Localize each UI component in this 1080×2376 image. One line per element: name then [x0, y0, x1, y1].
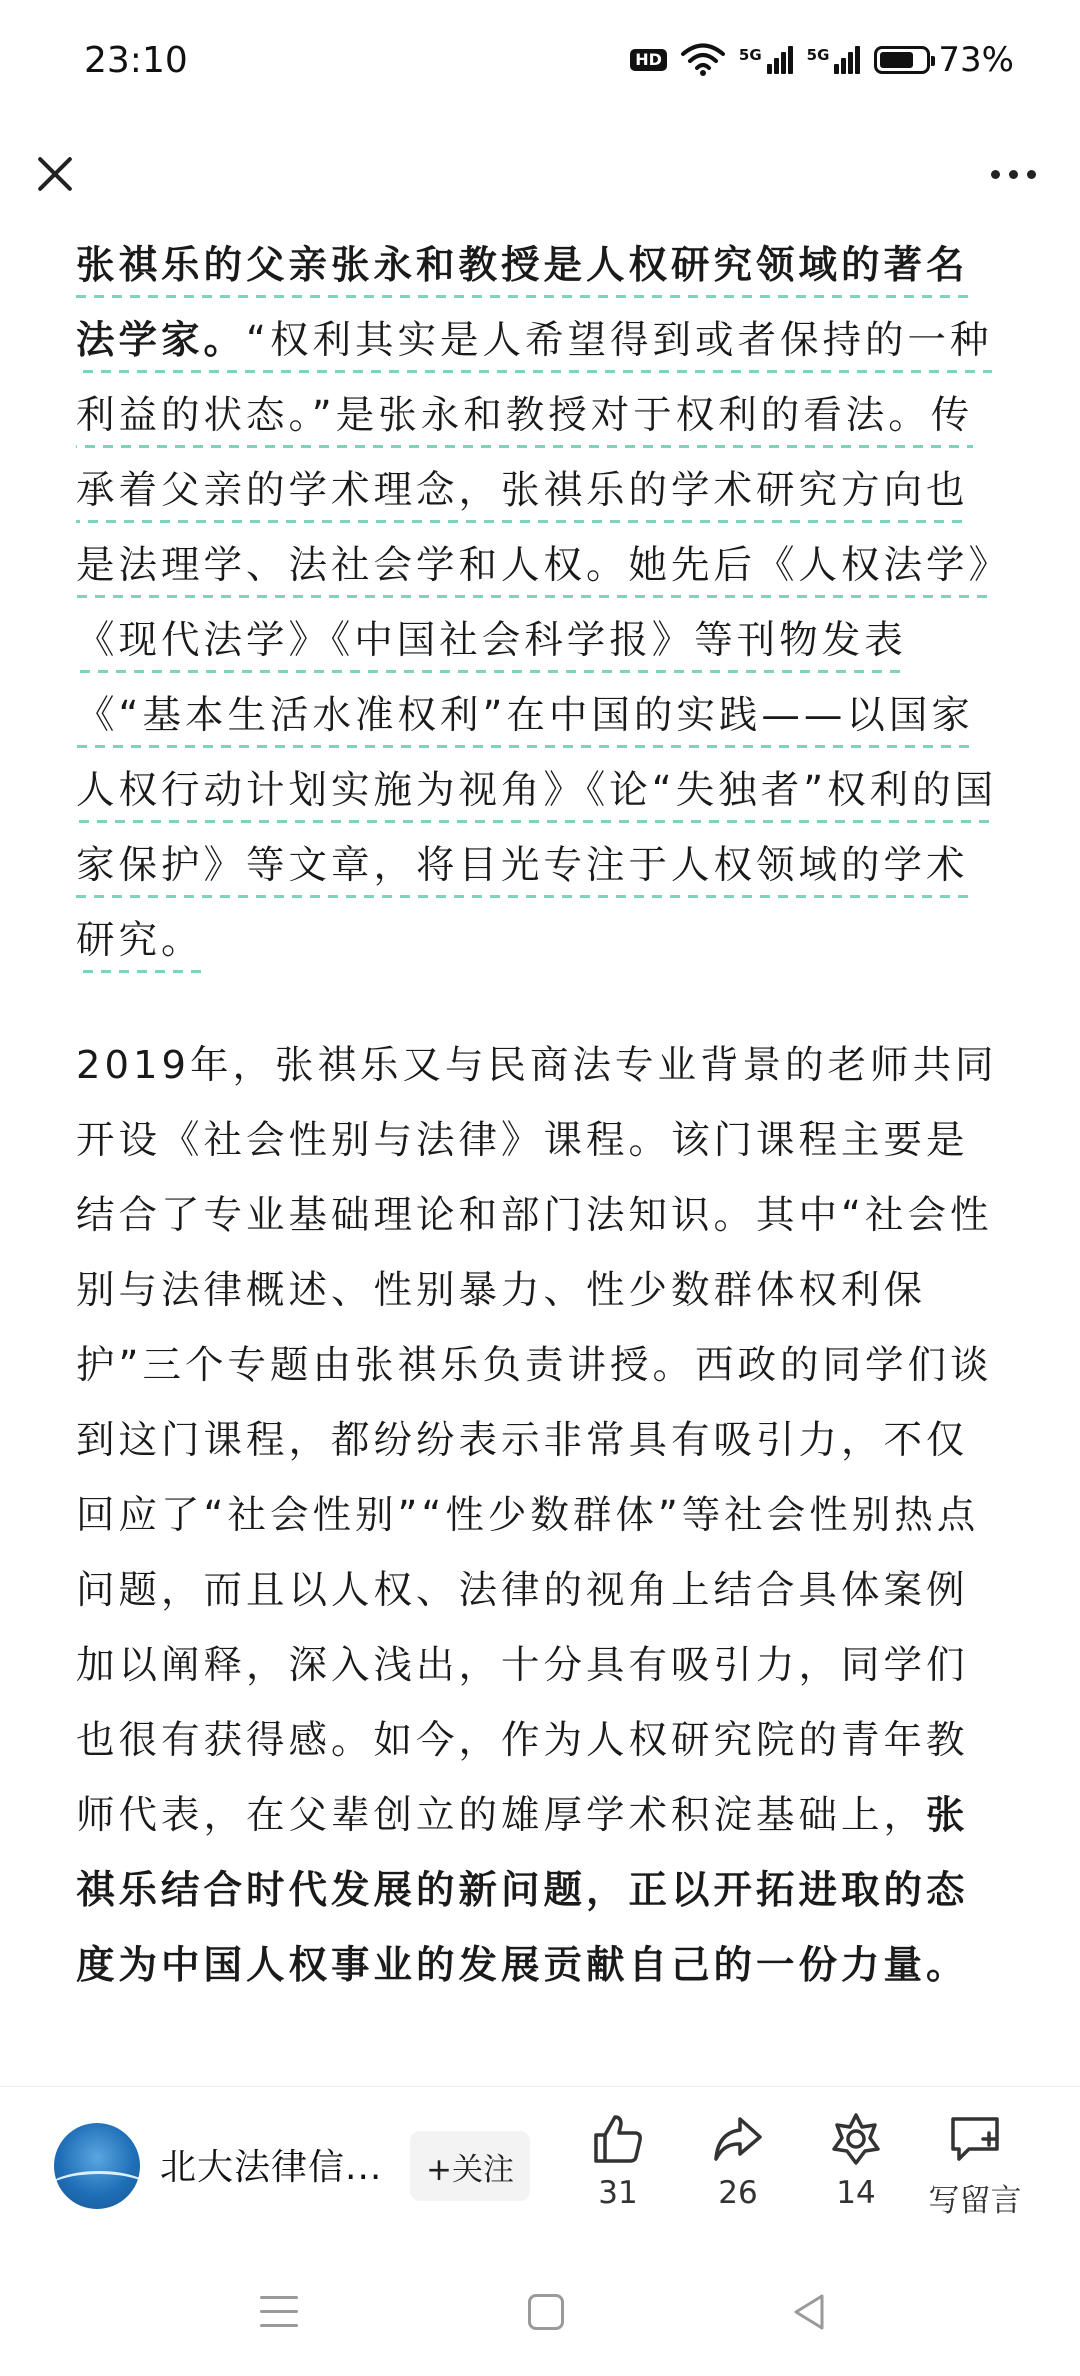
share-icon: [710, 2111, 766, 2167]
signal-sim2-icon: [807, 46, 861, 74]
status-icons: [630, 40, 1014, 80]
paragraph-1-bold: 张祺乐的父亲张永和教授是人权研究领域的著名法学家。: [76, 243, 969, 363]
paragraph-1: [76, 228, 1006, 978]
system-nav-bar: [0, 2256, 1080, 2376]
sim1-tag: 5G: [738, 46, 762, 64]
paragraph-2-bold: 张祺乐结合时代发展的新问题，正以开拓进取的态度为中国人权事业的发展贡献自己的一份力量。: [76, 1793, 969, 1988]
sim2-tag: 5G: [806, 46, 830, 64]
wifi-icon: [681, 43, 725, 77]
recent-apps-icon[interactable]: [260, 2296, 298, 2338]
author-name[interactable]: 北大法律信...: [160, 2147, 383, 2188]
paragraph-2-text: 2019年，张祺乐又与民商法专业背景的老师共同开设《社会性别与法律》课程。该门课程主要是结合了专业基础理论和部门法知识。其中“社会性别与法律概述、性别暴力、性少数群体权利保护”三个专题由张祺乐负责讲授。西政的同学们谈到这门课程，都纷纷表示非常具有吸引力，不仅回应了“社会性别”“性少数群体”等社会性别热点问题，而且以人权、法律的视角上结合具体案例加以阐释，深入浅出，十分具有吸引力，同学们也很有获得感。如今，作为人权研究院的青年教师代表，在父辈创立的雄厚学术积淀基础上，: [76, 1043, 998, 1838]
comment-button[interactable]: [920, 2111, 1030, 2220]
favorite-count: 14: [836, 2175, 876, 2211]
comment-label: 写留言: [928, 2183, 1022, 2219]
favorite-button[interactable]: [801, 2111, 911, 2211]
article-body: [76, 228, 1006, 2003]
author-avatar[interactable]: [54, 2123, 140, 2209]
flower-icon: [828, 2111, 884, 2167]
like-count: 31: [598, 2175, 638, 2211]
paragraph-2: [76, 1028, 1006, 2003]
thumbs-up-icon: [590, 2111, 646, 2167]
action-bar: [0, 2086, 1080, 2257]
home-icon[interactable]: [528, 2294, 564, 2330]
battery-text: 73%: [938, 40, 1014, 80]
share-button[interactable]: [683, 2111, 793, 2211]
like-button[interactable]: [563, 2111, 673, 2211]
close-icon[interactable]: [30, 150, 78, 198]
status-time: 23:10: [84, 39, 188, 81]
paragraph-1-text: “权利其实是人希望得到或者保持的一种利益的状态。”是张永和教授对于权利的看法。传承着父亲的学术理念，张祺乐的学术研究方向也是法理学、法社会学和人权。她先后《人权法学》《现代法学》《中国社会科学报》等刊物发表《“基本生活水准权利”在中国的实践——以国家人权行动计划实施为视角》《论“失独者”权利的国家保护》等文章，将目光专注于人权领域的学术研究。: [76, 318, 998, 963]
top-bar: [0, 120, 1080, 228]
comment-icon: [947, 2111, 1003, 2167]
share-count: 26: [718, 2175, 758, 2211]
battery-fill: [880, 52, 912, 68]
battery-icon: [874, 46, 930, 74]
back-icon[interactable]: [790, 2292, 830, 2332]
more-options-icon[interactable]: [991, 160, 1036, 189]
follow-button[interactable]: +关注: [410, 2131, 530, 2201]
battery-indicator: [874, 40, 1014, 80]
hd-voice-icon: HD: [630, 49, 667, 71]
status-bar: [0, 0, 1080, 120]
signal-sim1-icon: [739, 46, 793, 74]
